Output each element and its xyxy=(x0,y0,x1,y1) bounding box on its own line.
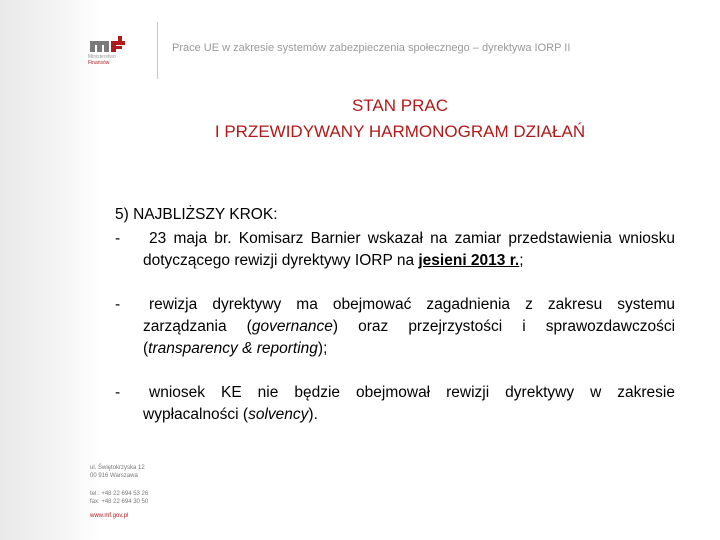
item-text: wniosek KE nie będzie obejmował rewizji dyrektywy w zakresie wypłacalności ( xyxy=(143,384,675,423)
ministry-logo xyxy=(88,36,140,66)
title-line1: STAN PRAC xyxy=(351,96,449,115)
list-item xyxy=(115,382,675,426)
content xyxy=(115,204,675,448)
footer-fax: fax: +48 22 694 30 50 xyxy=(90,499,149,505)
logo-line2: Finansów xyxy=(88,60,110,66)
footer-address1: ul. Świętokrzyska 12 xyxy=(90,465,145,471)
header-text: Prace UE w zakresie systemów zabezpieczenia społecznego – dyrektywa IORP II xyxy=(172,42,571,54)
header-divider xyxy=(157,22,158,79)
sidebar-background xyxy=(0,0,100,540)
dash-bullet: - xyxy=(115,384,121,401)
step-heading: 5) NAJBLIŻSZY KROK: xyxy=(115,206,278,223)
item-text: 23 maja br. Komisarz Barnier wskazał na zamiar przedstawienia wniosku dotyczącego rewizji dyrektywy IORP na xyxy=(143,230,675,269)
footer xyxy=(90,464,148,520)
footer-address2: 00 916 Warszawa xyxy=(90,473,138,479)
item-text-end: ). xyxy=(308,406,318,423)
logo-line1: Ministerstwo xyxy=(88,54,116,60)
footer-tel: tel.: +48 22 694 53 26 xyxy=(90,491,149,497)
list-item xyxy=(115,294,675,360)
dash-bullet: - xyxy=(115,230,121,247)
item-italic: solvency xyxy=(248,406,309,423)
item-emphasis: jesieni 2013 r. xyxy=(418,252,520,269)
item-italic: transparency & reporting xyxy=(148,340,318,357)
dash-bullet: - xyxy=(115,296,121,313)
item-text: rewizja dyrektywy ma obejmować zagadnienia z zakresu systemu zarządzania ( xyxy=(143,296,675,335)
item-text-end: ); xyxy=(317,340,328,357)
item-text-mid: ) oraz przejrzystości i sprawozdawczości ( xyxy=(143,318,676,357)
logo-mark-icon xyxy=(88,36,136,52)
item-text-end: ; xyxy=(519,252,524,269)
item-italic: governance xyxy=(251,318,333,335)
footer-web-link[interactable]: www.mf.gov.pl xyxy=(90,513,129,519)
list-item xyxy=(115,228,675,272)
title-line2: I PRZEWIDYWANY HARMONOGRAM DZIAŁAŃ xyxy=(214,122,586,141)
